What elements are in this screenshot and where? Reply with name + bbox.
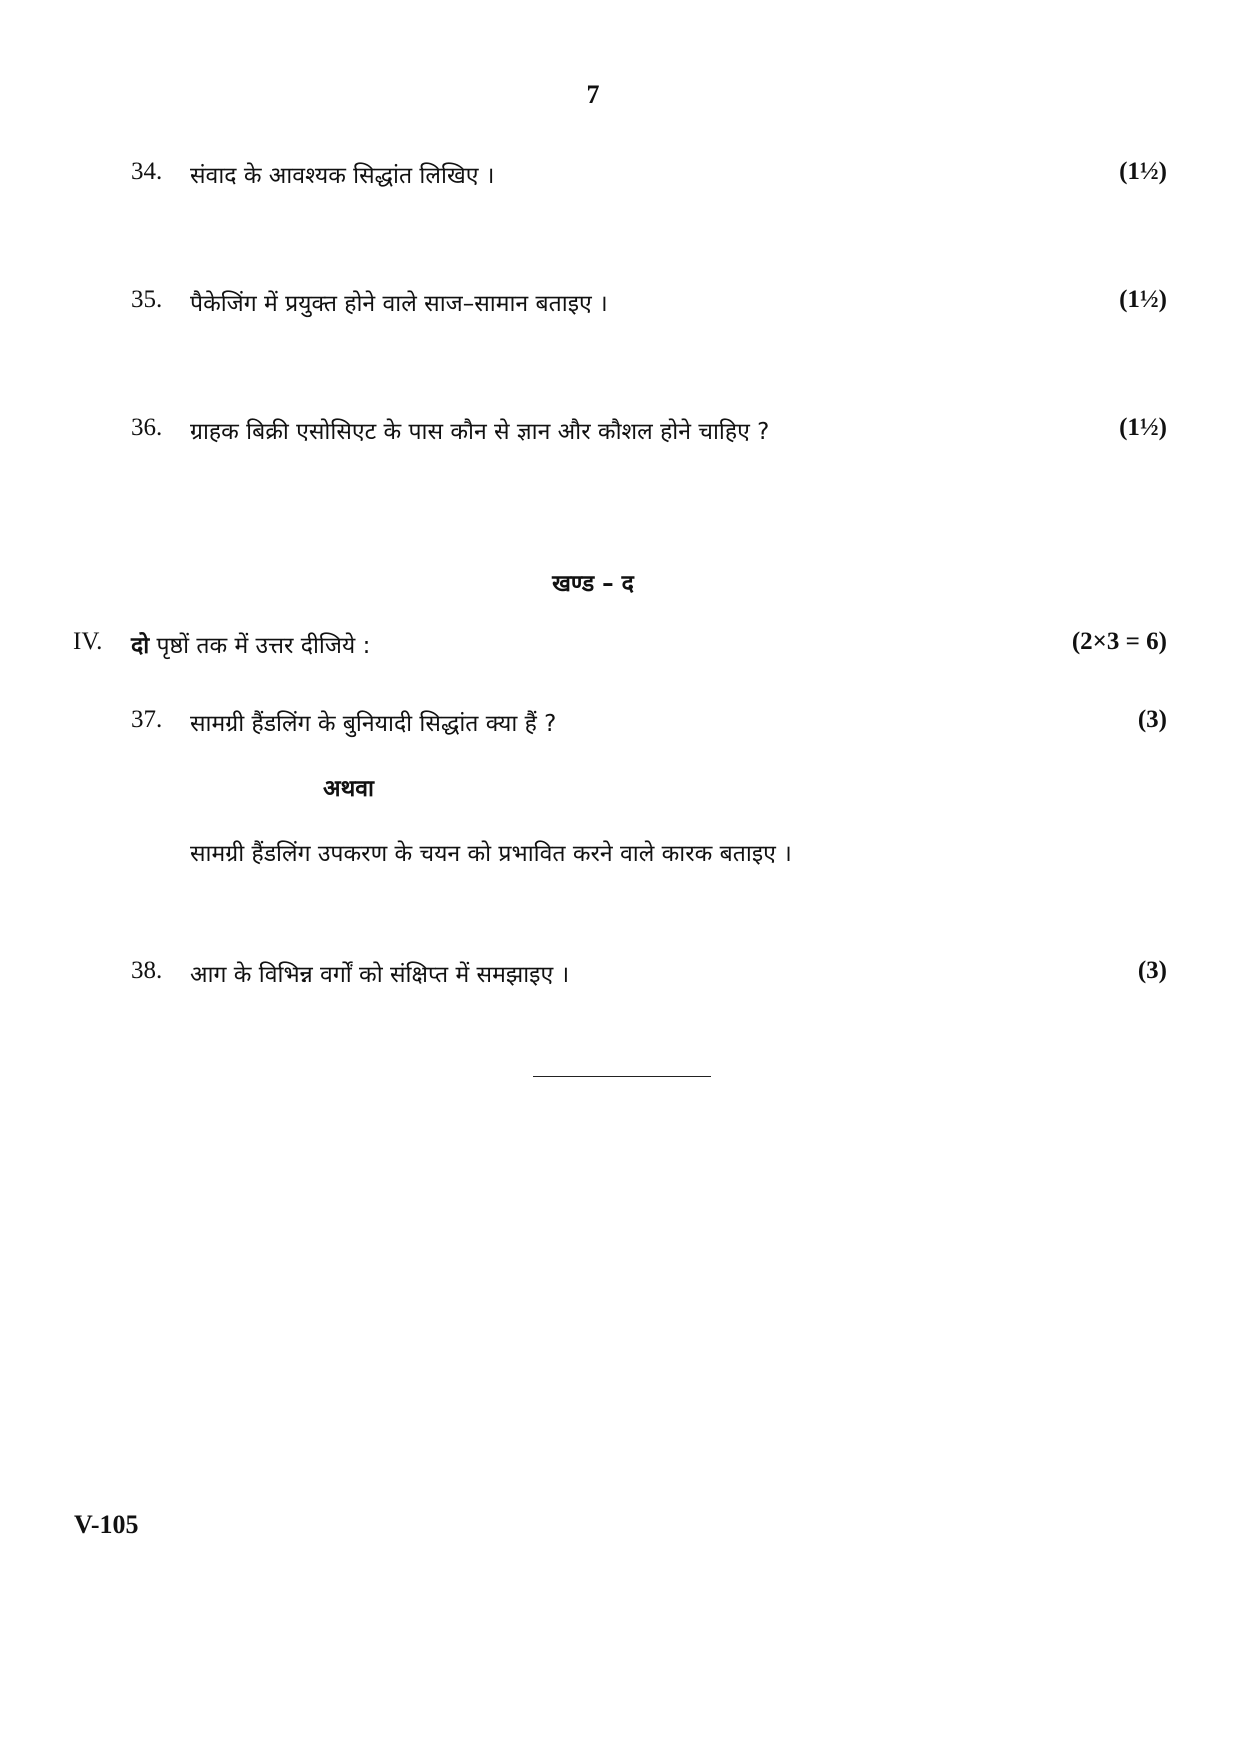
question-number-35: 35. [131,286,163,313]
end-of-paper-rule [533,1076,711,1077]
section-roman-numeral: IV. [73,628,103,655]
page-number: 7 [586,80,600,109]
section-instruction [131,628,370,660]
marks-34: (1½) [1119,158,1167,185]
question-text-35: पैकेजिंग में प्रयुक्त होने वाले साज–सामान बताइए । [190,291,608,317]
marks-37: (3) [1137,706,1167,733]
question-text-38: आग के विभिन्न वर्गों को संक्षिप्त में समझाइए । [190,962,570,988]
section-heading: खण्ड – द [552,571,634,597]
question-number-38: 38. [131,957,163,984]
marks-36: (1½) [1119,414,1167,441]
paper-code: V-105 [74,1510,139,1539]
question-text-37: सामग्री हैंडलिंग के बुनियादी सिद्धांत क्या हैं ? [190,711,557,737]
question-number-37: 37. [131,706,163,733]
question-text-34: संवाद के आवश्यक सिद्धांत लिखिए । [190,163,495,189]
question-number-34: 34. [131,158,163,185]
section-instruction-bold: दो [131,633,150,659]
question-number-36: 36. [131,414,163,441]
marks-38: (3) [1137,957,1167,984]
marks-35: (1½) [1119,286,1167,313]
section-marks: (2×3 = 6) [1071,628,1167,655]
question-text-36: ग्राहक बिक्री एसोसिएट के पास कौन से ज्ञान और कौशल होने चाहिए ? [190,419,770,445]
section-instruction-rest: पृष्ठों तक में उत्तर दीजिये : [149,633,371,659]
question-text-37-alternative: सामग्री हैंडलिंग उपकरण के चयन को प्रभावित करने वाले कारक बताइए । [190,841,792,867]
or-label: अथवा [323,776,375,802]
